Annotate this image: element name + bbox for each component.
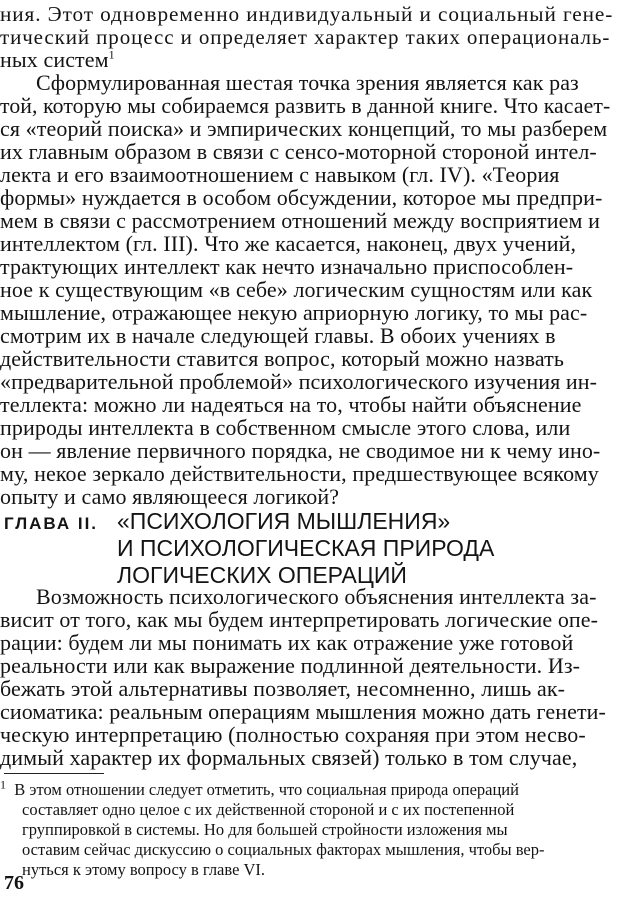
chapter-label: ГЛАВА II. [4, 514, 99, 533]
text-line: той, которую мы собираемся развить в данной книге. Что касает- [0, 94, 611, 118]
text-line: лекта и его взаимоотношением с навыком (гл. IV). «Теория [0, 163, 560, 187]
text-line: сиоматика: реальным операциям мышления можно дать генети- [0, 700, 606, 724]
text-line: формы» нуждается в особом обсуждении, которое мы предпри- [0, 186, 603, 210]
text-line: ния. Этот одновременно индивидуальный и социальный гене- [0, 2, 614, 26]
chapter-title-line: И ПСИХОЛОГИЧЕСКАЯ ПРИРОДА [117, 535, 495, 561]
text-line: он — явление первичного порядка, не сводимое ни к чему ино- [0, 439, 601, 463]
footnote-line: оставим сейчас дискуссию о социальных факторах мышления, чтобы вер- [22, 840, 545, 859]
text-line: ческую интерпретацию (полностью сохраняя при этом несво- [0, 723, 586, 747]
text-line: теллекта: можно ли надеяться на то, чтобы найти объяснение [0, 393, 582, 417]
text-line: интеллектом (гл. III). Что же касается, наконец, двух учений, [0, 232, 577, 256]
text-line: бежать этой альтернативы позволяет, несомненно, лишь ак- [0, 677, 566, 701]
text-line: Возможность психологического объяснения интеллекта за- [36, 585, 597, 609]
footnote-line: группировкой в системы. Но для большей стройности изложения мы [22, 820, 508, 839]
text-line: мем в связи с рассмотрением отношений между восприятием и [0, 209, 600, 233]
footnote-text: В этом отношении следует отметить, что социальная природа операций [14, 780, 519, 799]
text-line: природы интеллекта в собственном смысле этого слова, или [0, 416, 571, 440]
text-line: «предварительной проблемой» психологического изучения ин- [0, 370, 598, 394]
footnote-line: составляет одно целое с их действенной стороной и с их постепенной [22, 800, 515, 819]
text-line: тический процесс и определяет характер таких операциональ- [0, 25, 611, 49]
text-line: действительности ставится вопрос, который можно назвать [0, 347, 564, 371]
chapter-title-line: «ПСИХОЛОГИЯ МЫШЛЕНИЯ» [117, 508, 451, 534]
text-line: рации: будем ли мы понимать их как отражение уже готовой [0, 631, 574, 655]
text-line: ное к существующим «в себе» логическим сущностям или как [0, 278, 593, 302]
footnote-divider [4, 773, 104, 774]
page-number: 76 [4, 872, 24, 894]
text-line: опыту и само являющееся логикой? [0, 485, 340, 509]
text-line: смотрим их в начале следующей главы. В обоих учениях в [0, 324, 556, 348]
footnote-line: нуться к этому вопросу в главе VI. [22, 860, 266, 879]
footnote-mark: 1 [0, 780, 6, 792]
footnote-line [0, 780, 615, 800]
text-line: реальности или как выражение подлинной деятельности. Из- [0, 654, 581, 678]
text-line-content: ных систем [0, 48, 109, 72]
chapter-title-line: ЛОГИЧЕСКИХ ОПЕРАЦИЙ [117, 562, 407, 588]
text-line: ся «теорий поиска» и эмпирических концепций, то мы разберем [0, 117, 608, 141]
text-line [0, 48, 615, 72]
footnote-ref: 1 [108, 48, 115, 62]
text-line: их главным образом в связи с сенсо-моторной стороной интел- [0, 140, 597, 164]
text-line: му, некое зеркало действительности, предшествующее всякому [0, 462, 599, 486]
text-line: мышление, отражающее некую априорную логику, то мы рас- [0, 301, 588, 325]
text-line: димый характер их формальных связей) только в том случае, [0, 746, 578, 770]
text-line: трактующих интеллект как нечто изначально приспособлен- [0, 255, 574, 279]
text-line: висит от того, как мы будем интерпретировать логические опе- [0, 608, 599, 632]
text-line: Сформулированная шестая точка зрения является как раз [36, 71, 579, 95]
